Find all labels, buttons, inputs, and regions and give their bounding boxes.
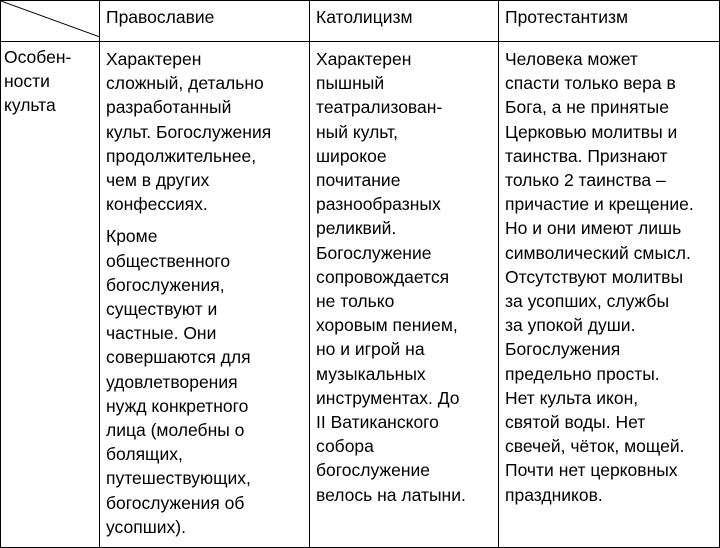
corner-cell <box>1 1 100 42</box>
catholicism-cell <box>310 42 499 548</box>
header-row <box>1 1 720 42</box>
diagonal-divider <box>1 1 100 37</box>
orthodoxy-text-2: Кроме общественного богослужения, существуют и частные. Они совершаются для удовлетворения нужд конкретного лица (молебны о болящих, путешествующих, богослужения об усопших). <box>106 226 251 537</box>
catholicism-text: Характерен пышный театрализован- ный культ, широкое почитание разнообразных реликвий. Богослужение сопровождается не только хоровым пением, но и игрой на музыкальных инструментах. До II Ватиканского собора богослужение велось на латыни. <box>316 49 466 505</box>
header-orthodoxy: Православие <box>100 1 310 42</box>
protestantism-text: Человека может спасти только вера в Бога, а не принятые Церковью молитвы и таинства. Признают только 2 таинства – причастие и крещение. Но и они имеют лишь символический смысл. Отсутствуют молитвы за усопших, службы за упокой души. Богослужения предельно просты. Нет культа икон, святой воды. Нет свечей, чёток, мощей. Почти нет церковных праздников. <box>505 49 694 505</box>
row-label-cell <box>1 42 100 548</box>
orthodoxy-text-1: Характерен сложный, детально разработанный культ. Богослужения продолжительнее, чем в других конфессиях. <box>106 49 272 215</box>
header-protestantism: Протестантизм <box>499 1 720 42</box>
header-catholicism: Католицизм <box>310 1 499 42</box>
protestantism-cell <box>499 42 720 548</box>
cult-features-row <box>1 42 720 548</box>
row-label: Особен- ности культа <box>4 47 72 116</box>
orthodoxy-cell <box>100 42 310 548</box>
